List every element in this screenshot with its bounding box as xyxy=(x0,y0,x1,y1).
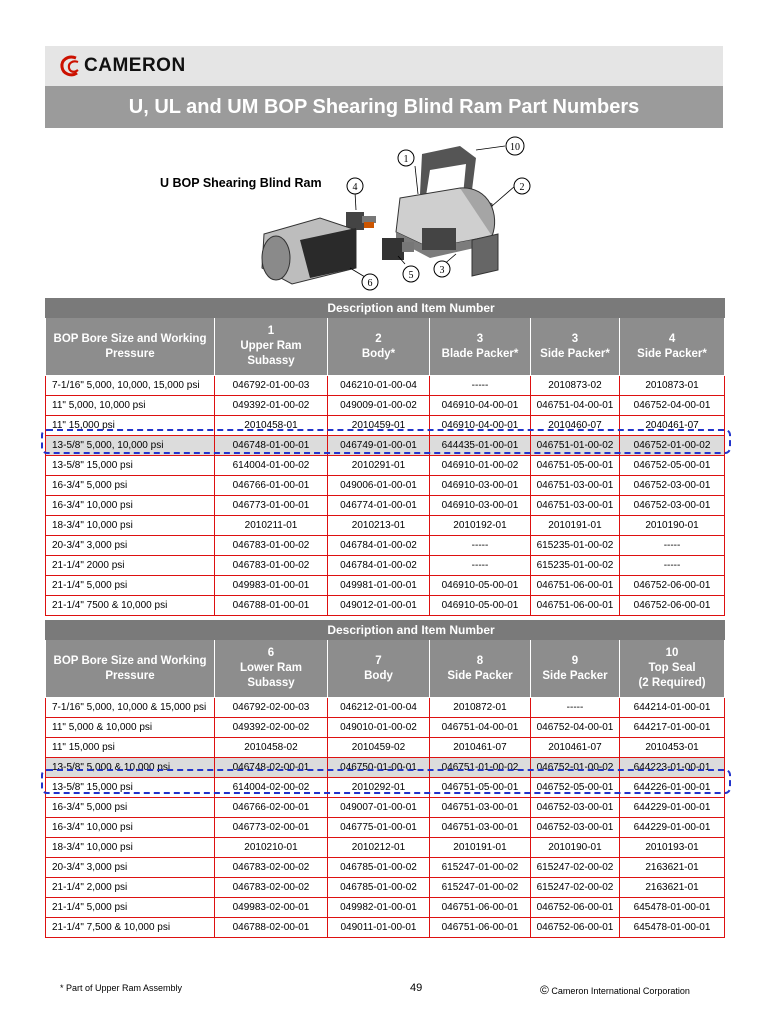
part-number-cell: 046775-01-00-01 xyxy=(328,818,430,838)
part-number-cell: 046752-05-00-01 xyxy=(531,778,620,798)
column-header-row xyxy=(46,640,725,698)
part-number-cell: 2010292-01 xyxy=(328,778,430,798)
footnote: * Part of Upper Ram Assembly xyxy=(60,983,183,993)
table-row xyxy=(46,718,725,738)
bore-size-cell: 18-3/4" 10,000 psi xyxy=(46,838,215,858)
table-body xyxy=(46,376,725,616)
part-number-cell: 645478-01-00-01 xyxy=(620,918,725,938)
bore-size-cell: 21-1/4" 5,000 psi xyxy=(46,576,215,596)
section-header xyxy=(46,621,725,640)
brand-logo xyxy=(59,54,186,78)
col-header-1: 1 Upper Ram Subassy xyxy=(215,318,328,376)
part-number-cell: 049009-01-00-02 xyxy=(328,396,430,416)
part-number-cell: 2010873-02 xyxy=(531,376,620,396)
part-number-cell: 645478-01-00-01 xyxy=(620,898,725,918)
part-number-cell: 046751-04-00-01 xyxy=(531,396,620,416)
part-number-cell: 644229-01-00-01 xyxy=(620,798,725,818)
part-number-cell: 2010190-01 xyxy=(620,516,725,536)
part-number-cell: 046910-04-00-01 xyxy=(430,416,531,436)
callout-3: 3 xyxy=(439,265,445,276)
table-row xyxy=(46,436,725,456)
table-row xyxy=(46,596,725,616)
part-number-cell: 615247-01-00-02 xyxy=(430,878,531,898)
bore-size-cell: 20-3/4" 3,000 psi xyxy=(46,536,215,556)
bore-size-cell: 11" 5,000, 10,000 psi xyxy=(46,396,215,416)
part-number-cell: 046783-02-00-02 xyxy=(215,858,328,878)
table-row xyxy=(46,758,725,778)
part-number-cell: ----- xyxy=(531,698,620,718)
header-banner xyxy=(45,46,723,128)
part-number-cell: 049981-01-00-01 xyxy=(328,576,430,596)
part-number-cell: 046784-01-00-02 xyxy=(328,556,430,576)
col-header-7: 7 Body xyxy=(328,640,430,698)
part-number-cell: 046751-05-00-01 xyxy=(430,778,531,798)
table-row xyxy=(46,456,725,476)
part-number-cell: 046792-02-00-03 xyxy=(215,698,328,718)
part-number-cell: 046752-06-00-01 xyxy=(620,596,725,616)
part-number-cell: 2010453-01 xyxy=(620,738,725,758)
part-number-cell: 2010291-01 xyxy=(328,456,430,476)
part-number-cell: 046751-06-00-01 xyxy=(430,898,531,918)
table-row xyxy=(46,496,725,516)
table-row xyxy=(46,416,725,436)
part-number-cell: 046785-01-00-02 xyxy=(328,878,430,898)
part-number-cell: 046785-01-00-02 xyxy=(328,858,430,878)
part-number-cell: 046751-06-00-01 xyxy=(430,918,531,938)
table-row xyxy=(46,878,725,898)
part-number-cell: 049983-01-00-01 xyxy=(215,576,328,596)
part-number-cell: 049012-01-00-01 xyxy=(328,596,430,616)
bore-size-cell: 21-1/4" 2,000 psi xyxy=(46,878,215,898)
table-row xyxy=(46,516,725,536)
part-number-cell: 046752-06-00-01 xyxy=(620,576,725,596)
table-row xyxy=(46,396,725,416)
figure-caption: U BOP Shearing Blind Ram xyxy=(160,176,322,190)
col-header-6: 6 Lower Ram Subassy xyxy=(215,640,328,698)
bore-size-cell: 16-3/4" 5,000 psi xyxy=(46,798,215,818)
part-number-cell: 2010213-01 xyxy=(328,516,430,536)
bore-size-cell: 16-3/4" 10,000 psi xyxy=(46,496,215,516)
part-number-cell: 046783-01-00-02 xyxy=(215,556,328,576)
part-number-cell: 644223-01-00-01 xyxy=(620,758,725,778)
table-row xyxy=(46,738,725,758)
page-number: 49 xyxy=(410,982,423,994)
bore-size-cell: 11" 5,000 & 10,000 psi xyxy=(46,718,215,738)
part-number-cell: 046783-01-00-02 xyxy=(215,536,328,556)
table-row xyxy=(46,898,725,918)
bore-size-cell: 11" 15,000 psi xyxy=(46,738,215,758)
part-number-cell: 046773-02-00-01 xyxy=(215,818,328,838)
part-number-cell: ----- xyxy=(430,556,531,576)
part-number-cell: 046910-05-00-01 xyxy=(430,576,531,596)
part-number-cell: 615235-01-00-02 xyxy=(531,536,620,556)
col-header-8: 8 Side Packer xyxy=(430,640,531,698)
col-header-size: BOP Bore Size and Working Pressure xyxy=(46,318,215,376)
part-number-cell: 2010191-01 xyxy=(531,516,620,536)
logo-bar xyxy=(45,46,723,86)
table-row xyxy=(46,576,725,596)
part-number-cell: 2163621-01 xyxy=(620,878,725,898)
part-number-cell: 046751-05-00-01 xyxy=(531,456,620,476)
part-number-cell: 046774-01-00-01 xyxy=(328,496,430,516)
bore-size-cell: 13-5/8" 5,000, 10,000 psi xyxy=(46,436,215,456)
part-number-cell: 644214-01-00-01 xyxy=(620,698,725,718)
part-number-cell: 046752-03-00-01 xyxy=(620,496,725,516)
part-number-cell: 2010458-01 xyxy=(215,416,328,436)
lower-ram-parts-table xyxy=(45,620,725,938)
part-number-cell: ----- xyxy=(620,536,725,556)
part-number-cell: 046910-01-00-02 xyxy=(430,456,531,476)
bore-size-cell: 13-5/8" 15,000 psi xyxy=(46,456,215,476)
table-row xyxy=(46,376,725,396)
col-header-3: 3 Blade Packer* xyxy=(430,318,531,376)
part-number-cell: ----- xyxy=(620,556,725,576)
table-row xyxy=(46,698,725,718)
part-number-cell: 049983-02-00-01 xyxy=(215,898,328,918)
part-number-cell: 046751-03-00-01 xyxy=(531,496,620,516)
part-number-cell: 2010459-01 xyxy=(328,416,430,436)
part-number-cell: 049006-01-00-01 xyxy=(328,476,430,496)
ram-illustration xyxy=(160,136,580,296)
bore-size-cell: 16-3/4" 5,000 psi xyxy=(46,476,215,496)
bore-size-cell: 16-3/4" 10,000 psi xyxy=(46,818,215,838)
callout-5: 5 xyxy=(408,270,414,281)
part-number-cell: 046751-06-00-01 xyxy=(531,596,620,616)
brand-name: CAMERON xyxy=(84,55,186,76)
part-number-cell: 046751-04-00-01 xyxy=(430,718,531,738)
part-number-cell: 2010211-01 xyxy=(215,516,328,536)
part-number-cell: 614004-02-00-02 xyxy=(215,778,328,798)
part-number-cell: 046748-01-00-01 xyxy=(215,436,328,456)
part-number-cell: 046766-02-00-01 xyxy=(215,798,328,818)
col-header-2: 2 Body* xyxy=(328,318,430,376)
section-title: Description and Item Number xyxy=(215,299,725,318)
part-number-cell: 046752-03-00-01 xyxy=(531,798,620,818)
part-number-cell: 046783-02-00-02 xyxy=(215,878,328,898)
part-number-cell: 046751-03-00-01 xyxy=(430,798,531,818)
part-number-cell: 046784-01-00-02 xyxy=(328,536,430,556)
part-number-cell: 049392-01-00-02 xyxy=(215,396,328,416)
callout-2: 2 xyxy=(519,182,525,193)
part-number-cell: 2010461-07 xyxy=(531,738,620,758)
table-row xyxy=(46,838,725,858)
part-number-cell: 2010873-01 xyxy=(620,376,725,396)
part-number-cell: 046752-03-00-01 xyxy=(620,476,725,496)
part-number-cell: 046751-06-00-01 xyxy=(531,576,620,596)
part-number-cell: ----- xyxy=(430,376,531,396)
part-number-cell: 046910-04-00-01 xyxy=(430,396,531,416)
bore-size-cell: 21-1/4" 7500 & 10,000 psi xyxy=(46,596,215,616)
bore-size-cell: 18-3/4" 10,000 psi xyxy=(46,516,215,536)
part-number-cell: ----- xyxy=(430,536,531,556)
part-number-cell: 615247-02-00-02 xyxy=(531,858,620,878)
part-number-cell: 2010872-01 xyxy=(430,698,531,718)
table-row xyxy=(46,536,725,556)
part-number-cell: 046212-01-00-04 xyxy=(328,698,430,718)
part-number-cell: 046750-01-00-01 xyxy=(328,758,430,778)
table-body xyxy=(46,698,725,938)
upper-ram-parts-table xyxy=(45,298,725,616)
section-title: Description and Item Number xyxy=(215,621,725,640)
part-number-cell: 644435-01-00-01 xyxy=(430,436,531,456)
part-number-cell: 046752-04-00-01 xyxy=(620,396,725,416)
part-number-cell: 046788-02-00-01 xyxy=(215,918,328,938)
bore-size-cell: 11" 15,000 psi xyxy=(46,416,215,436)
part-number-cell: 2163621-01 xyxy=(620,858,725,878)
part-number-cell: 046752-03-00-01 xyxy=(531,818,620,838)
part-number-cell: 614004-01-00-02 xyxy=(215,456,328,476)
bore-size-cell: 20-3/4" 3,000 psi xyxy=(46,858,215,878)
bore-size-cell: 7-1/16" 5,000, 10,000 & 15,000 psi xyxy=(46,698,215,718)
part-number-cell: 046752-06-00-01 xyxy=(531,918,620,938)
table-row xyxy=(46,818,725,838)
part-number-cell: 2010212-01 xyxy=(328,838,430,858)
table-row xyxy=(46,918,725,938)
part-number-cell: 2010459-02 xyxy=(328,738,430,758)
section-header xyxy=(46,299,725,318)
part-number-cell: 049010-01-00-02 xyxy=(328,718,430,738)
column-header-row xyxy=(46,318,725,376)
table-row xyxy=(46,778,725,798)
bore-size-cell: 7-1/16" 5,000, 10,000, 15,000 psi xyxy=(46,376,215,396)
table-row xyxy=(46,476,725,496)
page-title: U, UL and UM BOP Shearing Blind Ram Part Numbers xyxy=(45,86,723,128)
part-number-cell: 2010192-01 xyxy=(430,516,531,536)
part-number-cell: 2010193-01 xyxy=(620,838,725,858)
part-number-cell: 049982-01-00-01 xyxy=(328,898,430,918)
bore-size-cell: 21-1/4" 5,000 psi xyxy=(46,898,215,918)
part-number-cell: 2010460-07 xyxy=(531,416,620,436)
part-number-cell: 046792-01-00-03 xyxy=(215,376,328,396)
part-number-cell: 2010190-01 xyxy=(531,838,620,858)
part-number-cell: 046751-01-00-02 xyxy=(430,758,531,778)
bore-size-cell: 13-5/8" 5,000 & 10,000 psi xyxy=(46,758,215,778)
part-number-cell: 046910-03-00-01 xyxy=(430,496,531,516)
part-number-cell: 2010191-01 xyxy=(430,838,531,858)
part-number-cell: 2040461-07 xyxy=(620,416,725,436)
part-number-cell: 615247-01-00-02 xyxy=(430,858,531,878)
cameron-swirl-icon xyxy=(59,54,81,78)
copyright-text: Cameron International Corporation xyxy=(551,986,690,996)
part-number-cell: 046751-01-00-02 xyxy=(531,436,620,456)
part-number-cell: 615235-01-00-02 xyxy=(531,556,620,576)
copyright xyxy=(540,983,690,997)
part-number-cell: 046752-05-00-01 xyxy=(620,456,725,476)
part-number-cell: 2010210-01 xyxy=(215,838,328,858)
table-row xyxy=(46,556,725,576)
part-number-cell: 046910-03-00-01 xyxy=(430,476,531,496)
copyright-icon: © xyxy=(540,983,549,997)
part-number-cell: 049011-01-00-01 xyxy=(328,918,430,938)
part-number-cell: 046910-05-00-01 xyxy=(430,596,531,616)
col-header-size: BOP Bore Size and Working Pressure xyxy=(46,640,215,698)
bore-size-cell: 21-1/4" 2000 psi xyxy=(46,556,215,576)
col-header-4: 3 Side Packer* xyxy=(531,318,620,376)
table-row xyxy=(46,798,725,818)
part-number-cell: 2010458-02 xyxy=(215,738,328,758)
part-number-cell: 046210-01-00-04 xyxy=(328,376,430,396)
part-number-cell: 046748-02-00-01 xyxy=(215,758,328,778)
part-number-cell: 644229-01-00-01 xyxy=(620,818,725,838)
part-number-cell: 046773-01-00-01 xyxy=(215,496,328,516)
part-number-cell: 046752-06-00-01 xyxy=(531,898,620,918)
part-number-cell: 644226-01-00-01 xyxy=(620,778,725,798)
callout-1: 1 xyxy=(403,154,409,165)
table-row xyxy=(46,858,725,878)
part-number-cell: 644217-01-00-01 xyxy=(620,718,725,738)
col-header-5: 4 Side Packer* xyxy=(620,318,725,376)
part-number-cell: 046751-03-00-01 xyxy=(531,476,620,496)
part-number-cell: 046752-01-00-02 xyxy=(620,436,725,456)
part-number-cell: 049007-01-00-01 xyxy=(328,798,430,818)
part-number-cell: 046752-01-00-02 xyxy=(531,758,620,778)
part-number-cell: 046751-03-00-01 xyxy=(430,818,531,838)
col-header-9: 9 Side Packer xyxy=(531,640,620,698)
callout-10: 10 xyxy=(510,142,520,153)
ram-figure xyxy=(160,136,580,296)
part-number-cell: 046788-01-00-01 xyxy=(215,596,328,616)
bore-size-cell: 13-5/8" 15,000 psi xyxy=(46,778,215,798)
part-number-cell: 049392-02-00-02 xyxy=(215,718,328,738)
part-number-cell: 046752-04-00-01 xyxy=(531,718,620,738)
part-number-cell: 2010461-07 xyxy=(430,738,531,758)
callout-4: 4 xyxy=(352,182,358,193)
col-header-10: 10 Top Seal (2 Required) xyxy=(620,640,725,698)
part-number-cell: 046749-01-00-01 xyxy=(328,436,430,456)
callout-6: 6 xyxy=(367,278,373,289)
part-number-cell: 615247-02-00-02 xyxy=(531,878,620,898)
part-number-cell: 046766-01-00-01 xyxy=(215,476,328,496)
bore-size-cell: 21-1/4" 7,500 & 10,000 psi xyxy=(46,918,215,938)
